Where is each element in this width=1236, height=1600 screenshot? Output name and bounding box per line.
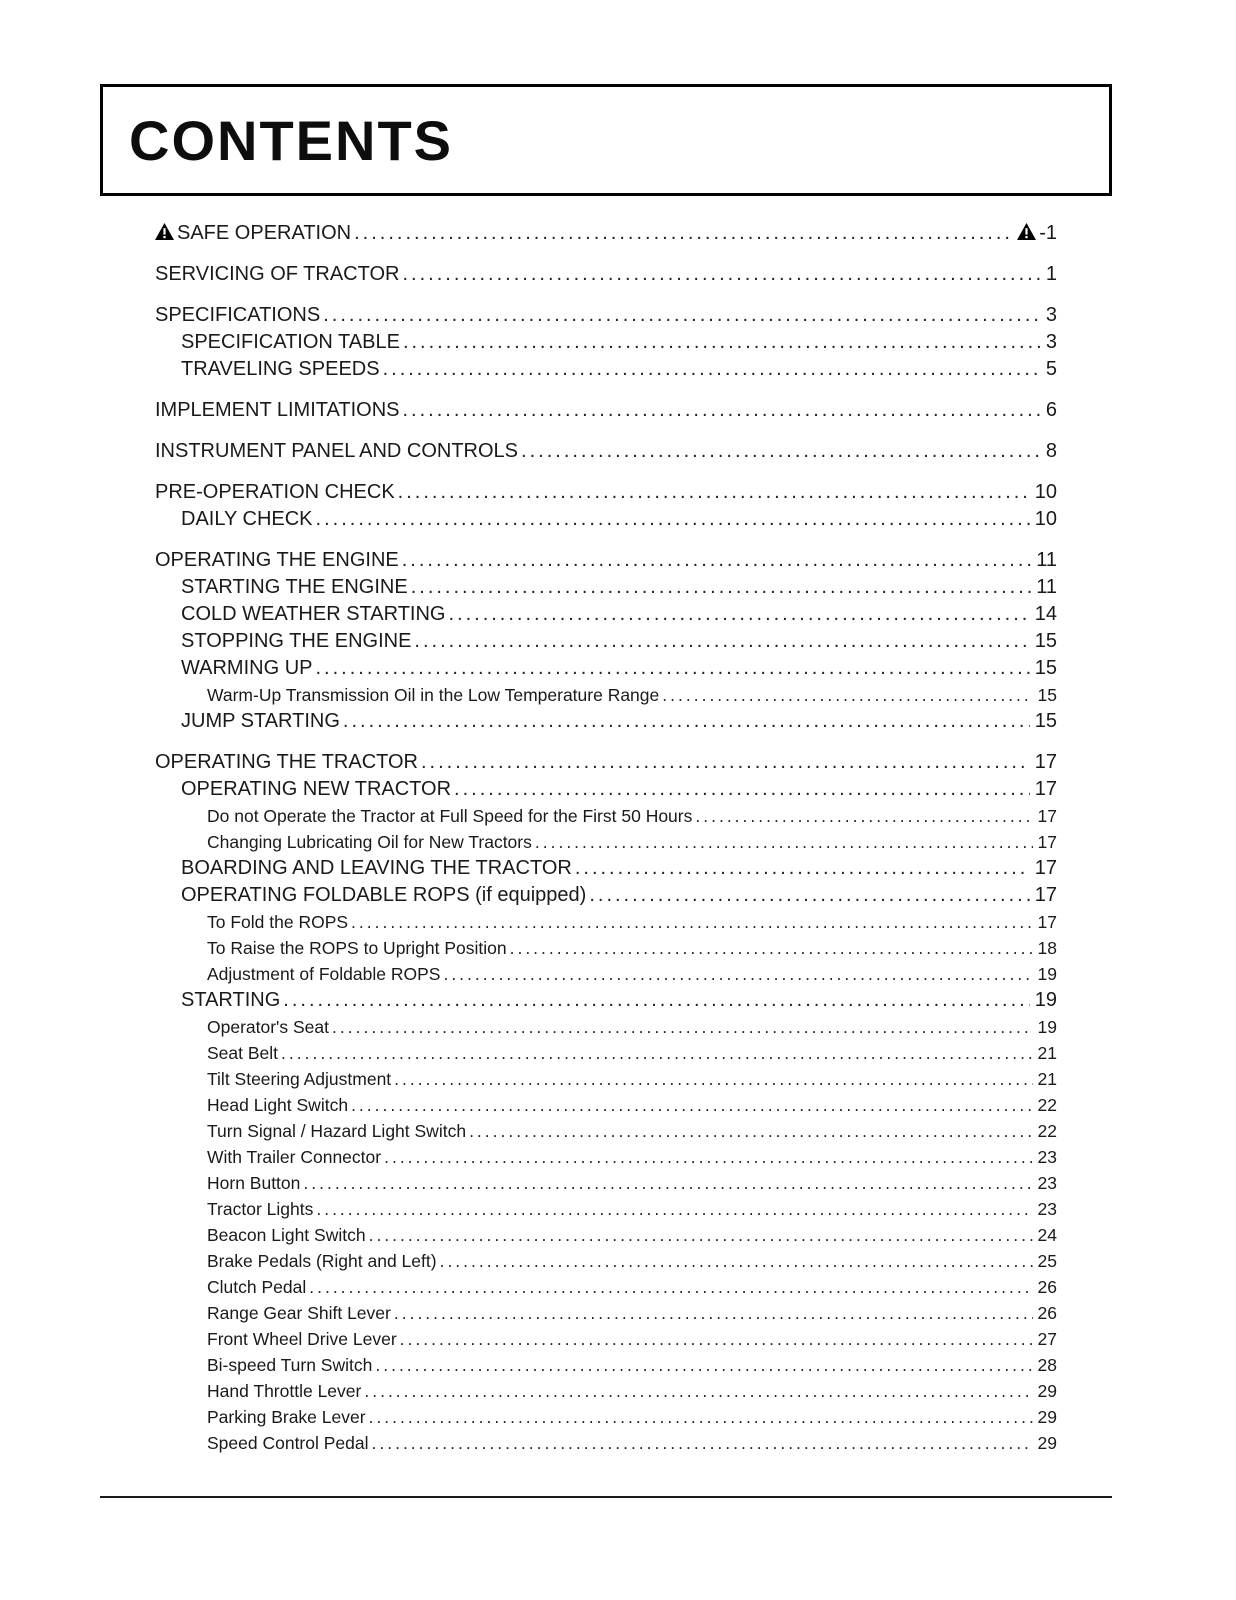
toc-entry-page — [1030, 506, 1057, 533]
toc-entry-page — [1033, 1274, 1057, 1300]
toc-row — [155, 1092, 1057, 1118]
toc-entry-page — [1030, 601, 1057, 628]
toc-entry-label-text: Warm-Up Transmission Oil in the Low Temperature Range — [207, 685, 660, 705]
toc-entry-page-text: 15 — [1034, 630, 1057, 652]
toc-entry-page — [1030, 882, 1057, 909]
toc-entry-label-text: PRE-OPERATION CHECK — [155, 481, 395, 503]
toc-entry-label-text: Seat Belt — [207, 1043, 279, 1063]
dot-leader — [575, 855, 1030, 882]
toc-entry-page — [1033, 961, 1057, 987]
toc-entry-label-text: Bi-speed Turn Switch — [207, 1355, 373, 1375]
toc-entry-page-text: 15 — [1034, 657, 1057, 679]
toc-entry-label — [181, 506, 316, 533]
toc-entry-label-text: STOPPING THE ENGINE — [181, 630, 412, 652]
toc-entry-label-text: STARTING — [181, 989, 281, 1011]
toc-entry-label — [207, 682, 662, 708]
toc-entry-label — [155, 397, 402, 424]
toc-entry-label — [207, 1352, 375, 1378]
toc-entry-page-text: 27 — [1037, 1329, 1057, 1349]
toc-row — [155, 356, 1057, 383]
dot-leader — [394, 1066, 1032, 1092]
dot-leader — [510, 935, 1033, 961]
toc-entry-page — [1033, 1300, 1057, 1326]
toc-entry-page — [1033, 1144, 1057, 1170]
toc-entry-page-text: 17 — [1034, 751, 1057, 773]
toc-entry-page — [1030, 655, 1057, 682]
toc-row — [155, 1144, 1057, 1170]
toc-entry-page-text: 3 — [1045, 331, 1057, 353]
toc-entry-page — [1041, 261, 1057, 288]
dot-leader — [421, 749, 1030, 776]
toc-row — [155, 803, 1057, 829]
toc-entry-label — [207, 829, 535, 855]
toc-entry-page — [1030, 987, 1057, 1014]
toc-entry-label — [181, 776, 454, 803]
dot-leader — [315, 655, 1029, 682]
toc-entry-page-text: 22 — [1037, 1121, 1057, 1141]
toc-entry-page-text: -1 — [1039, 222, 1057, 244]
toc-entry-label — [207, 1196, 316, 1222]
toc-entry-page-text: 17 — [1037, 832, 1057, 852]
toc-entry-page-text: 3 — [1045, 304, 1057, 326]
dot-leader — [521, 438, 1041, 465]
toc-entry-page — [1031, 547, 1057, 574]
toc-entry-label — [155, 479, 398, 506]
toc-entry-page — [1030, 479, 1057, 506]
warning-icon — [1017, 221, 1036, 248]
toc-entry-label-text: Range Gear Shift Lever — [207, 1303, 391, 1323]
toc-row — [155, 329, 1057, 356]
toc-entry-page-text: 10 — [1034, 508, 1057, 530]
toc-row — [155, 574, 1057, 601]
toc-row — [155, 1170, 1057, 1196]
dot-leader — [414, 628, 1029, 655]
toc-entry-page — [1041, 356, 1057, 383]
dot-leader — [454, 776, 1030, 803]
warning-icon — [155, 221, 174, 248]
toc-entry-label-text: Head Light Switch — [207, 1095, 349, 1115]
dot-leader — [364, 1378, 1032, 1404]
dot-leader — [403, 329, 1041, 356]
dot-leader — [281, 1040, 1033, 1066]
dot-leader — [323, 302, 1041, 329]
dot-leader — [402, 261, 1040, 288]
toc-entry-label-text: TRAVELING SPEEDS — [181, 358, 380, 380]
toc-entry-page — [1030, 708, 1057, 735]
toc-entry-page-text: 17 — [1037, 806, 1057, 826]
toc-entry-label-text: Turn Signal / Hazard Light Switch — [207, 1121, 467, 1141]
toc-entry-label — [155, 749, 421, 776]
toc-entry-label — [207, 1222, 369, 1248]
toc-entry-label-text: Front Wheel Drive Lever — [207, 1329, 397, 1349]
toc-entry-label — [181, 628, 414, 655]
toc-entry-page — [1041, 329, 1057, 356]
dot-leader — [400, 1326, 1033, 1352]
toc-row — [155, 628, 1057, 655]
toc-entry-page — [1033, 1196, 1057, 1222]
toc-entry-label — [207, 909, 351, 935]
toc-entry-label — [207, 1118, 469, 1144]
toc-entry-label-text: To Fold the ROPS — [207, 912, 349, 932]
dot-leader — [369, 1404, 1033, 1430]
toc-entry-label — [207, 1404, 369, 1430]
toc-entry-label — [207, 1014, 332, 1040]
toc-entry-page-text: 23 — [1037, 1173, 1057, 1193]
toc-entry-label-text: Changing Lubricating Oil for New Tractors — [207, 832, 532, 852]
toc-entry-label-text: INSTRUMENT PANEL AND CONTROLS — [155, 440, 519, 462]
toc-entry-label-text: SAFE OPERATION — [177, 222, 352, 244]
page-title: CONTENTS — [129, 108, 453, 172]
toc-row — [155, 547, 1057, 574]
toc-entry-page — [1033, 1352, 1057, 1378]
toc-entry-page — [1033, 1378, 1057, 1404]
toc-entry-label-text: SPECIFICATIONS — [155, 304, 321, 326]
toc-entry-page-text: 8 — [1045, 440, 1057, 462]
toc-entry-page-text: 19 — [1034, 989, 1057, 1011]
toc-entry-page — [1030, 855, 1057, 882]
dot-leader — [448, 601, 1029, 628]
toc-entry-page-text: 24 — [1037, 1225, 1057, 1245]
toc-row — [155, 1300, 1057, 1326]
toc-entry-page-text: 26 — [1037, 1303, 1057, 1323]
dot-leader — [283, 987, 1029, 1014]
toc-row — [155, 1118, 1057, 1144]
toc-entry-page-text: 23 — [1037, 1147, 1057, 1167]
toc-row — [155, 220, 1057, 247]
toc-row — [155, 682, 1057, 708]
toc-entry-page-text: 26 — [1037, 1277, 1057, 1297]
toc-row — [155, 987, 1057, 1014]
toc-entry-page-text: 22 — [1037, 1095, 1057, 1115]
toc-entry-label — [207, 935, 510, 961]
toc-entry-page — [1033, 1222, 1057, 1248]
toc-row — [155, 1274, 1057, 1300]
dot-leader — [411, 574, 1032, 601]
toc-row — [155, 909, 1057, 935]
footer-rule — [100, 1496, 1112, 1498]
dot-leader — [316, 506, 1030, 533]
toc-row — [155, 261, 1057, 288]
dot-leader — [369, 1222, 1033, 1248]
toc-row — [155, 1378, 1057, 1404]
toc-entry-page — [1033, 1404, 1057, 1430]
toc-entry-label-text: IMPLEMENT LIMITATIONS — [155, 399, 400, 421]
toc-entry-label-text: To Raise the ROPS to Upright Position — [207, 938, 507, 958]
toc-entry-page — [1041, 397, 1057, 424]
dot-leader — [384, 1144, 1032, 1170]
dot-leader — [695, 803, 1032, 829]
toc-entry-page — [1033, 1092, 1057, 1118]
toc-entry-page-text: 28 — [1037, 1355, 1057, 1375]
toc-row — [155, 506, 1057, 533]
toc-entry-label-text: Beacon Light Switch — [207, 1225, 366, 1245]
toc-entry-label-text: BOARDING AND LEAVING THE TRACTOR — [181, 857, 572, 879]
toc-entry-label-text: OPERATING THE TRACTOR — [155, 751, 418, 773]
toc-entry-page-text: 29 — [1037, 1433, 1057, 1453]
toc-entry-page — [1033, 1248, 1057, 1274]
toc-entry-page-text: 15 — [1037, 685, 1057, 705]
dot-leader — [309, 1274, 1032, 1300]
dot-leader — [343, 708, 1030, 735]
dot-leader — [535, 829, 1033, 855]
toc-entry-label — [181, 329, 403, 356]
dot-leader — [372, 1430, 1033, 1456]
toc-entry-label-text: OPERATING NEW TRACTOR — [181, 778, 452, 800]
toc-entry-label-text: OPERATING FOLDABLE ROPS (if equipped) — [181, 884, 587, 906]
toc-entry-page — [1041, 302, 1057, 329]
toc-row — [155, 1326, 1057, 1352]
toc-entry-page-text: 29 — [1037, 1407, 1057, 1427]
toc-entry-page — [1031, 574, 1057, 601]
toc-entry-label — [181, 855, 575, 882]
toc-entry-label-text: Clutch Pedal — [207, 1277, 307, 1297]
toc-row — [155, 829, 1057, 855]
toc-entry-label-text: Do not Operate the Tractor at Full Speed for the First 50 Hours — [207, 806, 693, 826]
toc-row — [155, 1352, 1057, 1378]
toc-entry-page-text: 29 — [1037, 1381, 1057, 1401]
toc-row — [155, 1066, 1057, 1092]
dot-leader — [394, 1300, 1033, 1326]
toc-entry-page-text: 23 — [1037, 1199, 1057, 1219]
toc-entry-page-text: 17 — [1034, 884, 1057, 906]
toc-entry-label — [155, 438, 521, 465]
toc-entry-label — [207, 1066, 394, 1092]
toc-entry-label — [207, 1274, 309, 1300]
toc-entry-label — [207, 1430, 372, 1456]
dot-leader — [351, 1092, 1032, 1118]
toc-row — [155, 438, 1057, 465]
toc-entry-label-text: DAILY CHECK — [181, 508, 313, 530]
dot-leader — [402, 397, 1040, 424]
toc-entry-label — [155, 302, 323, 329]
toc-entry-page-text: 15 — [1034, 710, 1057, 732]
toc-row — [155, 1040, 1057, 1066]
toc-entry-label — [207, 961, 443, 987]
dot-leader — [303, 1170, 1032, 1196]
toc-entry-page-text: 10 — [1034, 481, 1057, 503]
dot-leader — [589, 882, 1029, 909]
dot-leader — [440, 1248, 1033, 1274]
toc-entry-page — [1033, 1066, 1057, 1092]
toc-entry-page-text: 19 — [1037, 1017, 1057, 1037]
contents-title-box — [100, 84, 1112, 196]
toc-entry-label-text: Adjustment of Foldable ROPS — [207, 964, 441, 984]
dot-leader — [351, 909, 1032, 935]
toc-row — [155, 882, 1057, 909]
toc-entry-page — [1033, 1170, 1057, 1196]
toc-entry-label — [181, 708, 343, 735]
toc-entry-page — [1033, 1014, 1057, 1040]
toc-entry-label — [207, 1092, 351, 1118]
toc-entry-label-text: Horn Button — [207, 1173, 301, 1193]
dot-leader — [443, 961, 1032, 987]
toc-row — [155, 1248, 1057, 1274]
toc-entry-page — [1033, 803, 1057, 829]
dot-leader — [469, 1118, 1032, 1144]
toc-row — [155, 935, 1057, 961]
toc-entry-label — [207, 1248, 440, 1274]
toc-row — [155, 1196, 1057, 1222]
toc-entry-label-text: WARMING UP — [181, 657, 313, 679]
toc-row — [155, 1430, 1057, 1456]
toc-entry-label-text: Tilt Steering Adjustment — [207, 1069, 392, 1089]
toc-entry-page-text: 6 — [1045, 399, 1057, 421]
toc-entry-label-text: Brake Pedals (Right and Left) — [207, 1251, 437, 1271]
toc-row — [155, 397, 1057, 424]
toc-entry-label — [207, 1144, 384, 1170]
dot-leader — [375, 1352, 1032, 1378]
toc-entry-label-text: Operator's Seat — [207, 1017, 330, 1037]
toc-row — [155, 855, 1057, 882]
toc-entry-page — [1033, 829, 1057, 855]
toc-row — [155, 776, 1057, 803]
toc-entry-page-text: 17 — [1034, 778, 1057, 800]
toc-entry-label-text: With Trailer Connector — [207, 1147, 382, 1167]
toc-entry-page — [1041, 438, 1057, 465]
toc-row — [155, 1222, 1057, 1248]
toc-entry-label-text: SPECIFICATION TABLE — [181, 331, 400, 353]
toc-entry-label-text: Tractor Lights — [207, 1199, 314, 1219]
toc-row — [155, 655, 1057, 682]
toc-entry-label — [181, 574, 411, 601]
toc-row — [155, 1404, 1057, 1430]
toc-list — [155, 220, 1057, 1456]
toc-entry-page-text: 17 — [1037, 912, 1057, 932]
toc-entry-page — [1033, 1118, 1057, 1144]
toc-entry-label — [181, 882, 589, 909]
dot-leader — [383, 356, 1041, 383]
toc-entry-label — [155, 547, 402, 574]
toc-entry-page-text: 14 — [1034, 603, 1057, 625]
toc-entry-label — [155, 220, 354, 247]
toc-entry-label — [207, 1300, 394, 1326]
toc-entry-page — [1033, 1326, 1057, 1352]
toc-row — [155, 479, 1057, 506]
toc-entry-page-text: 21 — [1037, 1043, 1057, 1063]
dot-leader — [402, 547, 1031, 574]
toc-entry-page — [1012, 220, 1057, 247]
toc-entry-label — [207, 803, 695, 829]
toc-entry-page-text: 11 — [1036, 576, 1057, 598]
toc-entry-page-text: 18 — [1037, 938, 1057, 958]
toc-entry-label-text: STARTING THE ENGINE — [181, 576, 408, 598]
toc-entry-label-text: JUMP STARTING — [181, 710, 340, 732]
toc-entry-page — [1030, 776, 1057, 803]
toc-entry-label — [181, 601, 448, 628]
toc-entry-page-text: 19 — [1037, 964, 1057, 984]
toc-entry-label-text: Parking Brake Lever — [207, 1407, 366, 1427]
toc-entry-page — [1033, 1430, 1057, 1456]
toc-entry-label — [207, 1326, 400, 1352]
toc-entry-page — [1030, 628, 1057, 655]
dot-leader — [398, 479, 1030, 506]
toc-entry-label-text: Hand Throttle Lever — [207, 1381, 362, 1401]
toc-entry-page-text: 5 — [1045, 358, 1057, 380]
toc-entry-label — [207, 1040, 281, 1066]
toc-entry-label — [207, 1378, 364, 1404]
toc-entry-label — [155, 261, 402, 288]
toc-entry-page-text: 11 — [1036, 549, 1057, 571]
toc-entry-page — [1033, 935, 1057, 961]
dot-leader — [662, 682, 1032, 708]
toc-row — [155, 1014, 1057, 1040]
dot-leader — [332, 1014, 1033, 1040]
toc-entry-page — [1033, 909, 1057, 935]
toc-entry-label-text: SERVICING OF TRACTOR — [155, 263, 400, 285]
dot-leader — [354, 220, 1012, 247]
toc-entry-label — [181, 987, 283, 1014]
toc-entry-label — [181, 655, 315, 682]
toc-row — [155, 302, 1057, 329]
toc-entry-label — [207, 1170, 303, 1196]
toc-entry-label-text: Speed Control Pedal — [207, 1433, 369, 1453]
toc-entry-page — [1033, 1040, 1057, 1066]
toc-entry-page — [1033, 682, 1057, 708]
toc-row — [155, 601, 1057, 628]
toc-row — [155, 708, 1057, 735]
toc-row — [155, 961, 1057, 987]
toc-entry-label — [181, 356, 383, 383]
toc-entry-page-text: 25 — [1037, 1251, 1057, 1271]
toc-entry-label-text: COLD WEATHER STARTING — [181, 603, 446, 625]
toc-row — [155, 749, 1057, 776]
toc-entry-page-text: 1 — [1045, 263, 1057, 285]
toc-entry-page — [1030, 749, 1057, 776]
toc-entry-label-text: OPERATING THE ENGINE — [155, 549, 399, 571]
dot-leader — [316, 1196, 1032, 1222]
toc-entry-page-text: 17 — [1034, 857, 1057, 879]
toc-entry-page-text: 21 — [1037, 1069, 1057, 1089]
